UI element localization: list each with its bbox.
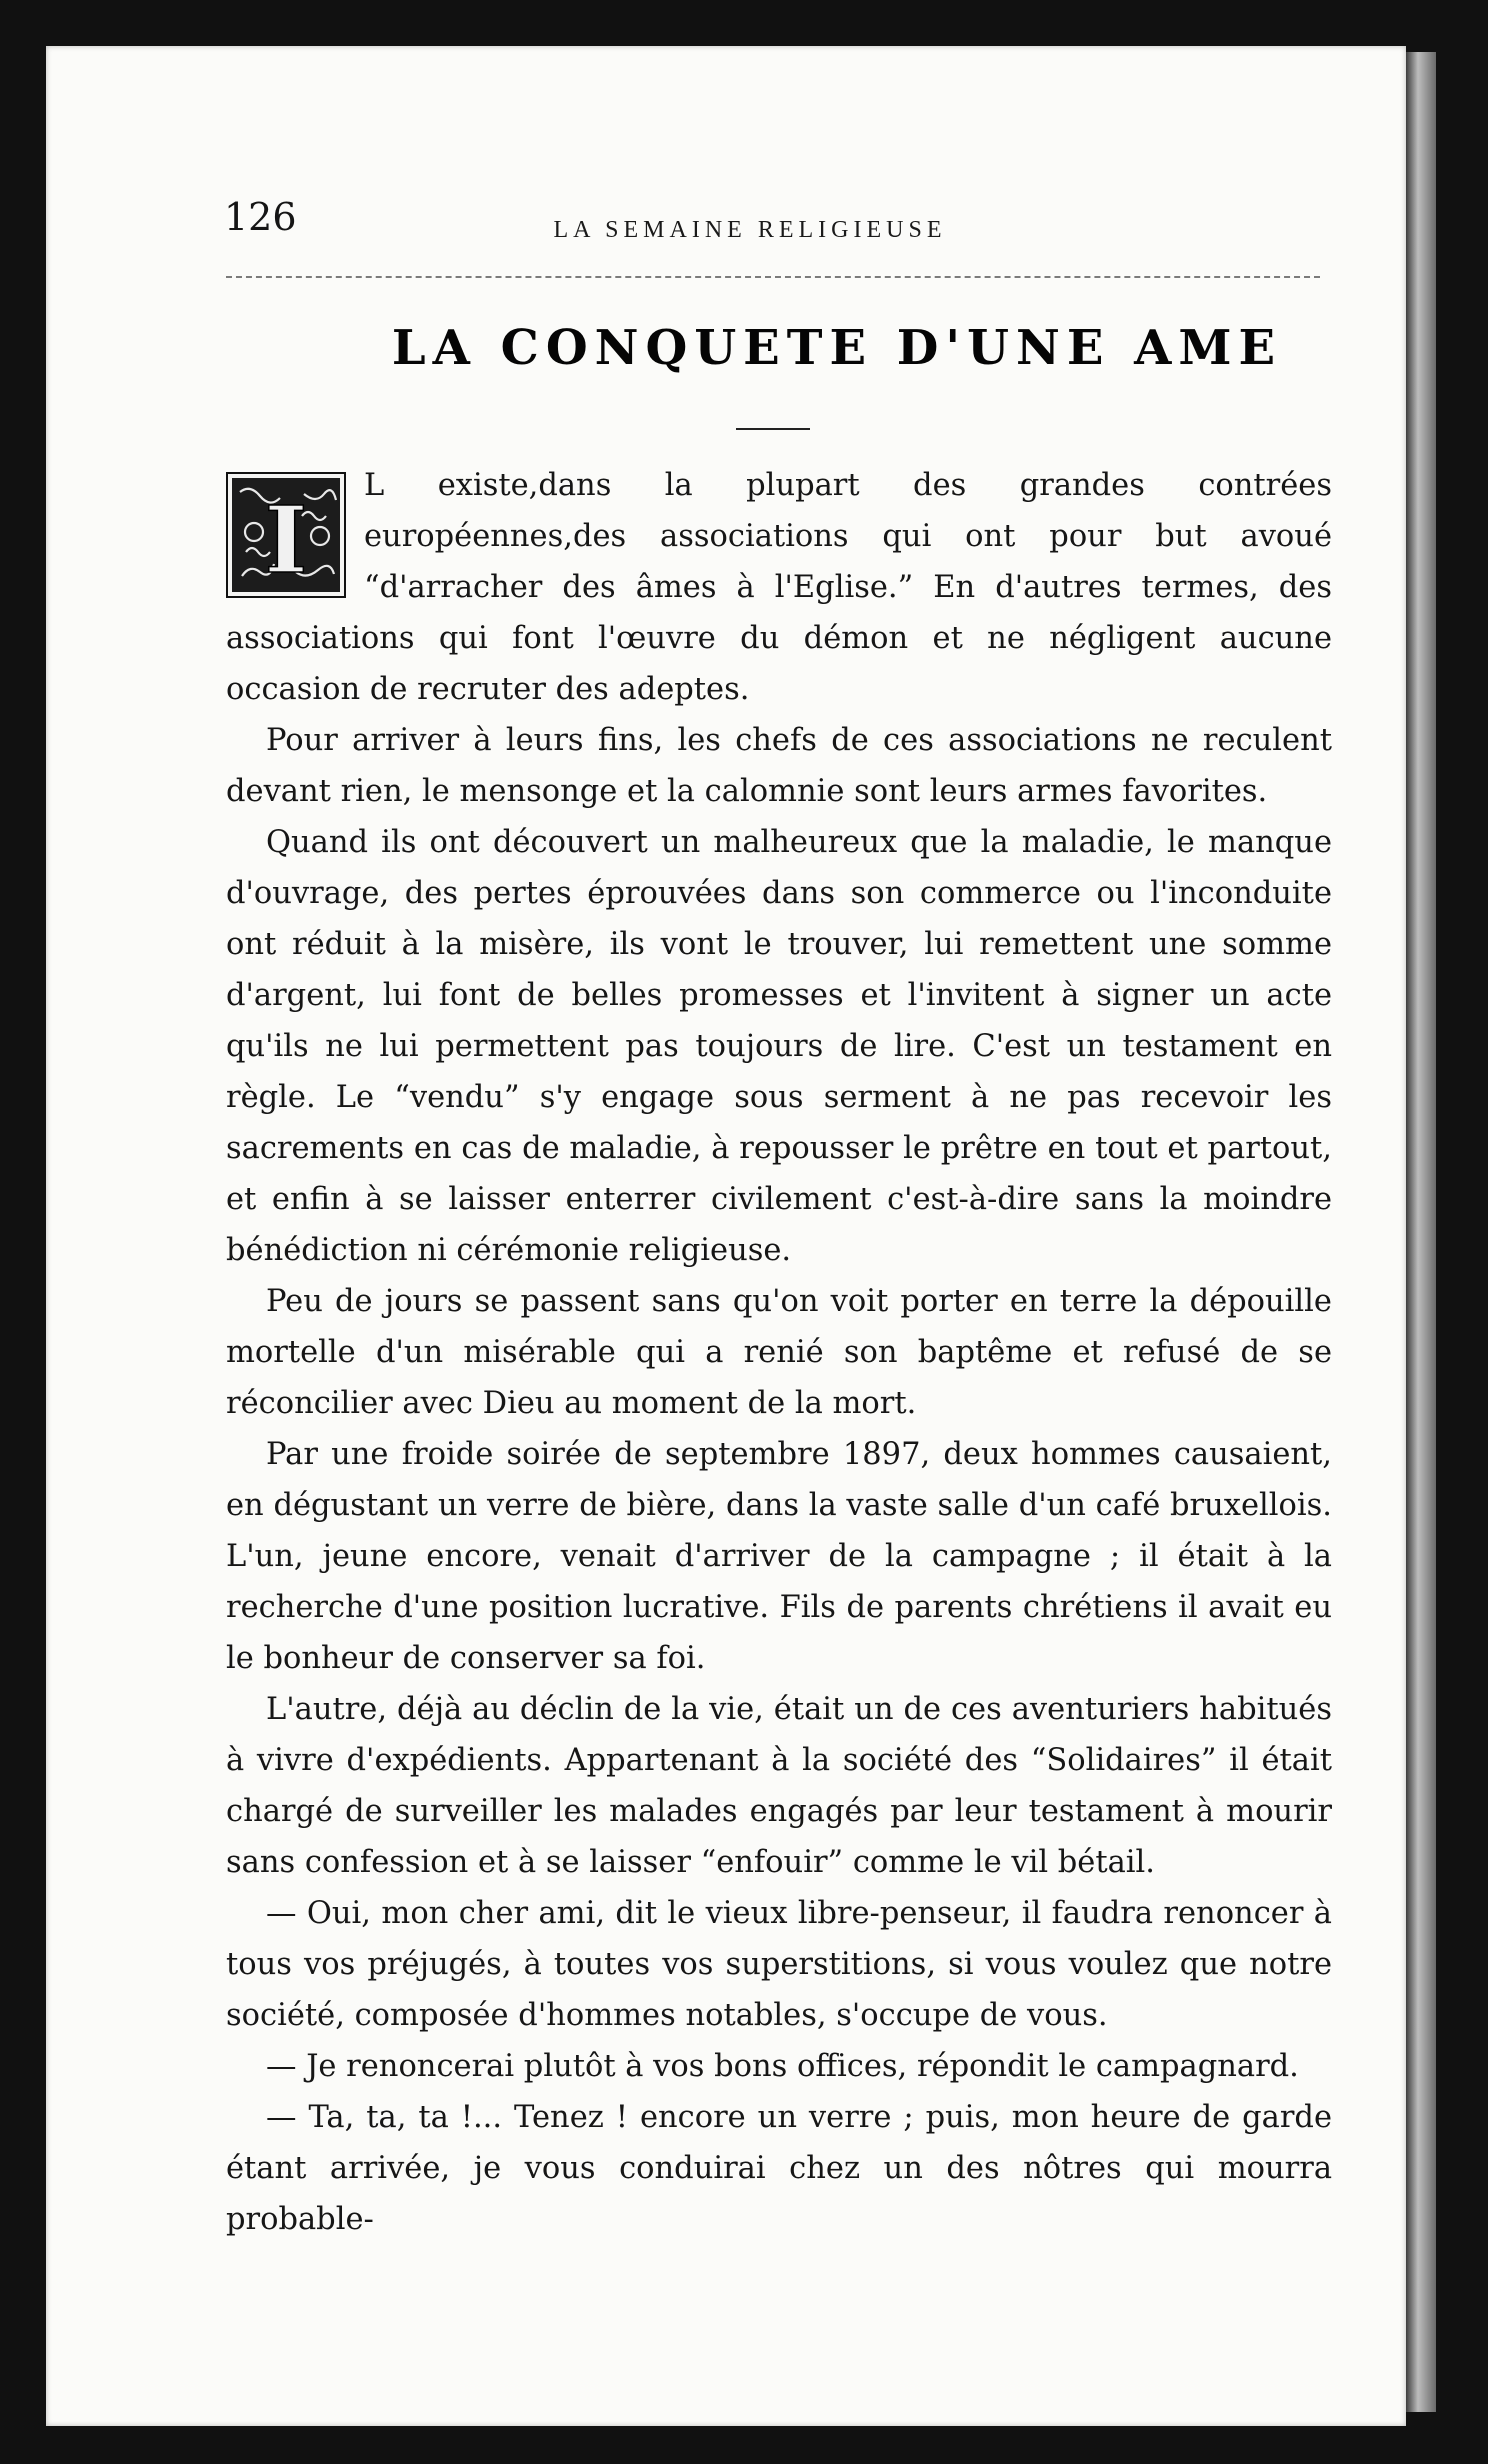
paragraph-9: — Ta, ta, ta !... Tenez ! encore un verre ; puis, mon heure de garde étant arrivée, je vous conduirai chez un des nôtres qui mourra probable-: [226, 2100, 1332, 2237]
running-head: [180, 195, 1320, 245]
header-divider: [226, 276, 1320, 278]
paragraph-1-text: L existe,dans la plupart des grandes contrées européennes,des associations qui ont pour but avoué “d'arracher des âmes à l'Eglise.” En d'autres termes, des associations qui font l'œuvre du démon et ne négligent aucune occasion de recruter des adeptes.: [226, 468, 1332, 707]
paragraph-6: L'autre, déjà au déclin de la vie, était un de ces aventuriers habitués à vivre d'expédients. Appartenant à la société des “Solidaires” il était chargé de surveiller les malades engagés par leur testament à mourir sans confession et à se laisser “enfouir” comme le vil bétail.: [226, 1692, 1332, 1880]
journal-title: LA SEMAINE RELIGIEUSE: [553, 217, 947, 243]
page-edge: [1406, 52, 1436, 2412]
paragraph-3: Quand ils ont découvert un malheureux que la maladie, le manque d'ouvrage, des pertes éprouvées dans son commerce ou l'inconduite ont réduit à la misère, ils vont le trouver, lui remettent une somme d'argent, lui font de belles promesses et l'invitent à signer un acte qu'ils ne lui permettent pas toujours de lire. C'est un testament en règle. Le “vendu” s'y engage sous serment à ne pas recevoir les sacrements en cas de maladie, à repousser le prêtre en tout et partout, et enfin à se laisser enterrer civilement c'est-à-dire sans la moindre bénédiction ni cérémonie religieuse.: [226, 825, 1332, 1268]
article-title: LA CONQUETE D'UNE AME: [391, 320, 1283, 376]
paragraph-5: Par une froide soirée de septembre 1897, deux hommes causaient, en dégustant un verre de bière, dans la vaste salle d'un café bruxellois. L'un, jeune encore, venait d'arriver de la campagne ; il était à la recherche d'une position lucrative. Fils de parents chrétiens il avait eu le bonheur de conserver sa foi.: [226, 1437, 1332, 1676]
drop-cap-letter: I: [264, 486, 308, 594]
article-body: [226, 460, 1332, 2245]
paragraph-4: Peu de jours se passent sans qu'on voit porter en terre la dépouille mortelle d'un misérable qui a renié son baptême et refusé de se réconcilier avec Dieu au moment de la mort.: [226, 1284, 1332, 1421]
paragraph-1: [226, 460, 1332, 715]
ornamental-drop-cap: [226, 472, 346, 598]
paragraph-2: Pour arriver à leurs fins, les chefs de ces associations ne reculent devant rien, le mensonge et la calomnie sont leurs armes favorites.: [226, 723, 1332, 809]
paragraph-7: — Oui, mon cher ami, dit le vieux libre-penseur, il faudra renoncer à tous vos préjugés, à toutes vos superstitions, si vous voulez que notre société, composée d'hommes notables, s'occupe de vous.: [226, 1896, 1332, 2033]
title-divider: [736, 428, 810, 430]
paragraph-8: — Je renoncerai plutôt à vos bons offices, répondit le campagnard.: [266, 2049, 1299, 2084]
page-number: 126: [224, 195, 297, 239]
